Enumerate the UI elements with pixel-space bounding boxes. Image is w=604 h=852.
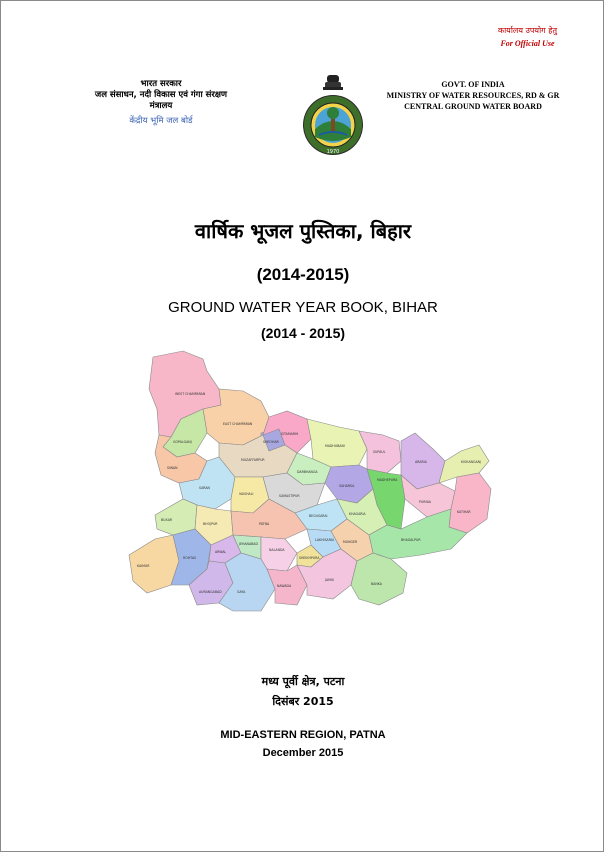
header-english-line3: CENTRAL GROUND WATER BOARD [404,102,542,111]
map-label-saran: SARAN [199,486,210,490]
map-label-araria: ARARIA [415,460,427,464]
cgwb-emblem-icon [301,73,365,163]
map-label-buxar: BUXAR [161,518,173,522]
map-label-nalanda: NALANDA [269,548,285,552]
official-use-note [498,25,557,48]
map-label-gaya: GAYA [237,590,246,594]
map-label-jamui: JAMUI [325,578,335,582]
map-label-sheikhpura: SHEIKHPURA [299,556,320,560]
header-english [363,79,583,112]
date-english: December 2015 [262,747,344,759]
map-label-purnia: PURNIA [419,500,431,504]
map-label-sitamarhi: SITAMARHI [281,432,299,436]
map-label-vaishali: VAISHALI [239,492,254,496]
map-label-sheohar: SHEOHAR [263,440,279,444]
region-hindi: मध्य पूर्वी क्षेत्र, पटना [261,675,345,688]
map-label-lakhisarai: LAKHISARAI [315,538,334,542]
map-label-aurangabad: AURANGABAD [199,590,222,594]
map-label-siwan: SIWAN [167,466,178,470]
date-hindi: दिसंबर 2015 [272,695,334,708]
district-buxar [155,499,197,535]
official-use-english: For Official Use [500,39,555,48]
header-hindi-line1: भारत सरकार [140,79,182,89]
map-label-bhojpur: BHOJPUR [203,522,218,526]
year-english: (2014 - 2015) [260,325,346,341]
map-label-samastipur: SAMASTIPUR [279,494,300,498]
map-label-madhepura: MADHEPURA [377,478,398,482]
district-nalanda [261,537,297,571]
map-label-banka: BANKA [371,582,382,586]
map-label-east-champaran: EAST CHAMPARAN [223,422,253,426]
map-label-west-champaran: WEST CHAMPARAN [175,392,206,396]
header-english-line2: MINISTRY OF WATER RESOURCES, RD & GR [386,91,560,100]
map-label-kaimur: KAIMUR [137,564,150,568]
official-use-hindi: कार्यालय उपयोग हेतु [497,26,557,35]
map-label-kishanganj: KISHANGANJ [461,460,481,464]
region-english: MID-EASTERN REGION, PATNA [220,729,386,741]
emblem-year: 1970 [326,149,340,155]
map-label-begusarai: BEGUSARAI [309,514,328,518]
map-label-madhubani: MADHUBANI [325,444,345,448]
district-madhubani [307,419,367,467]
title-hindi: वार्षिक भूजल पुस्तिका, बिहार [194,219,412,243]
header-hindi-board: केंद्रीय भूमि जल बोर्ड [129,116,193,126]
map-label-supaul: SUPAUL [373,450,386,454]
map-label-nawada: NAWADA [277,584,292,588]
map-label-saharsa: SAHARSA [339,484,355,488]
map-label-bhagalpur: BHAGALPUR [401,538,421,542]
map-label-katihar: KATIHAR [457,510,471,514]
map-label-munger: MUNGER [343,540,358,544]
header-hindi [61,79,261,127]
map-label-rohtas: ROHTAS [183,556,197,560]
title-english: GROUND WATER YEAR BOOK, BIHAR [168,299,438,316]
map-label-khagaria: KHAGARIA [349,512,366,516]
year-hindi: (2014-2015) [256,265,350,284]
header-hindi-line3: मंत्रालय [149,101,173,111]
map-label-gopalganj: GOPALGANJ [173,440,192,444]
bihar-district-map [111,349,501,619]
map-label-patna: PATNA [259,522,270,526]
map-label-muzaffarpur: MUZAFFARPUR [241,458,265,462]
map-label-jehanabad: JEHANABAD [239,542,258,546]
header-hindi-line2: जल संसाधन, नदी विकास एवं गंगा संरक्षण [94,90,228,100]
map-label-arwal: ARWAL [215,550,227,554]
district-katihar [449,473,491,533]
district-banka [351,553,407,605]
map-label-darbhanga: DARBHANGA [297,470,318,474]
header-english-line1: GOVT. OF INDIA [441,80,505,89]
